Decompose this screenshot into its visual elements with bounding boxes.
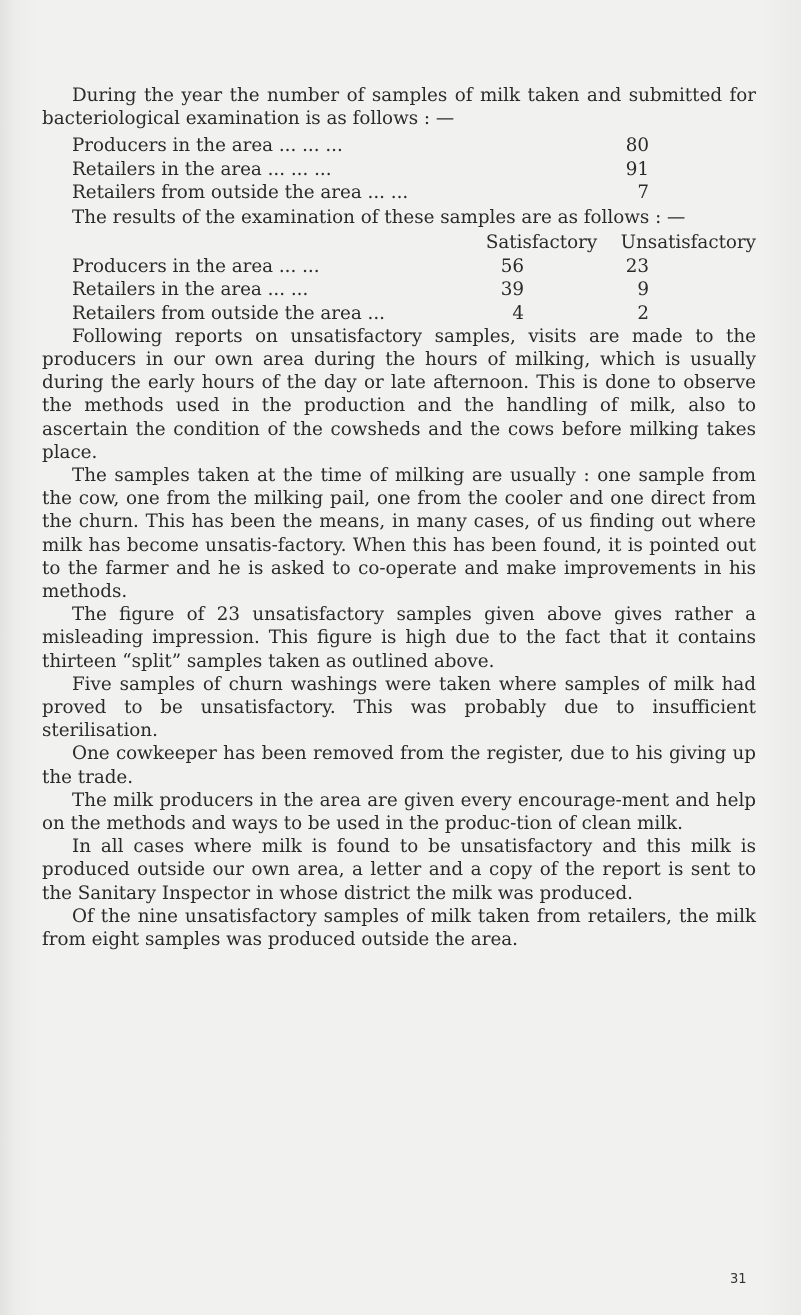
header-satisfactory: Satisfactory: [485, 232, 598, 254]
sample-count-label: Retailers in the area ... ... ...: [72, 158, 332, 180]
body-paragraph: The milk producers in the area are given every encourage-ment and help on the methods and ways to be used in the produc-tion of clean milk.: [42, 789, 756, 834]
sample-count-row: [72, 158, 649, 181]
row-label: Producers in the area ... ...: [72, 256, 320, 278]
body-paragraph: The figure of 23 unsatisfactory samples given above gives rather a misleading impression. This figure is high due to the fact that it contains thirteen “split” samples taken as outlined above.: [42, 604, 756, 672]
unsatisfactory-value: 23: [625, 256, 649, 278]
sample-count-label: Retailers from outside the area ... ...: [72, 181, 409, 203]
row-label: Retailers from outside the area ...: [72, 302, 385, 324]
sample-count-row: [72, 134, 649, 157]
satisfactory-value: 4: [512, 302, 524, 324]
results-table: [42, 231, 756, 325]
satisfactory-value: 39: [500, 279, 524, 301]
intro-paragraph: During the year the number of samples of milk taken and submitted for bacteriological examination is as follows : —: [42, 85, 756, 130]
page-number: 31: [730, 1272, 747, 1287]
sample-count-row: [72, 181, 649, 204]
sample-count-value: 7: [637, 181, 649, 203]
sample-count-label: Producers in the area ... ... ...: [72, 135, 343, 157]
body-paragraph: Following reports on unsatisfactory samples, visits are made to the producers in our own area during the hours of milking, which is usually during the early hours of the day or late afternoon. This is done to observe the methods used in the production and the handling of milk, also to ascertain the condition of the cowsheds and the cows before milking takes place.: [42, 325, 756, 463]
sample-count-value: 91: [625, 158, 649, 180]
document-body: [42, 84, 756, 951]
header-unsatisfactory: Unsatisfactory: [620, 232, 756, 254]
sample-count-value: 80: [625, 135, 649, 157]
results-intro-paragraph: The results of the examination of these samples are as follows : —: [72, 206, 686, 228]
unsatisfactory-value: 9: [637, 279, 649, 301]
results-table-header: [42, 231, 756, 255]
body-paragraph: In all cases where milk is found to be unsatisfactory and this milk is produced outside our own area, a letter and a copy of the report is sent to the Sanitary Inspector in whose district the milk was produced.: [42, 836, 756, 904]
sample-counts-list: [72, 134, 649, 204]
body-paragraph: The samples taken at the time of milking are usually : one sample from the cow, one from the milking pail, one from the cooler and one direct from the churn. This has been the means, in many cases, of us finding out where milk has become unsatis-factory. When this has been found, it is pointed out to the farmer and he is asked to co-operate and make improvements in his methods.: [42, 464, 756, 602]
unsatisfactory-value: 2: [637, 302, 649, 324]
table-row: [72, 302, 756, 325]
satisfactory-value: 56: [500, 256, 524, 278]
body-paragraph: One cowkeeper has been removed from the register, due to his giving up the trade.: [42, 743, 756, 788]
row-label: Retailers in the area ... ...: [72, 279, 309, 301]
body-paragraph: Of the nine unsatisfactory samples of milk taken from retailers, the milk from eight samples was produced outside the area.: [42, 905, 756, 951]
table-row: [72, 255, 756, 278]
table-row: [72, 278, 756, 301]
body-paragraph: Five samples of churn washings were taken where samples of milk had proved to be unsatisfactory. This was probably due to insufficient sterilisation.: [42, 673, 756, 742]
